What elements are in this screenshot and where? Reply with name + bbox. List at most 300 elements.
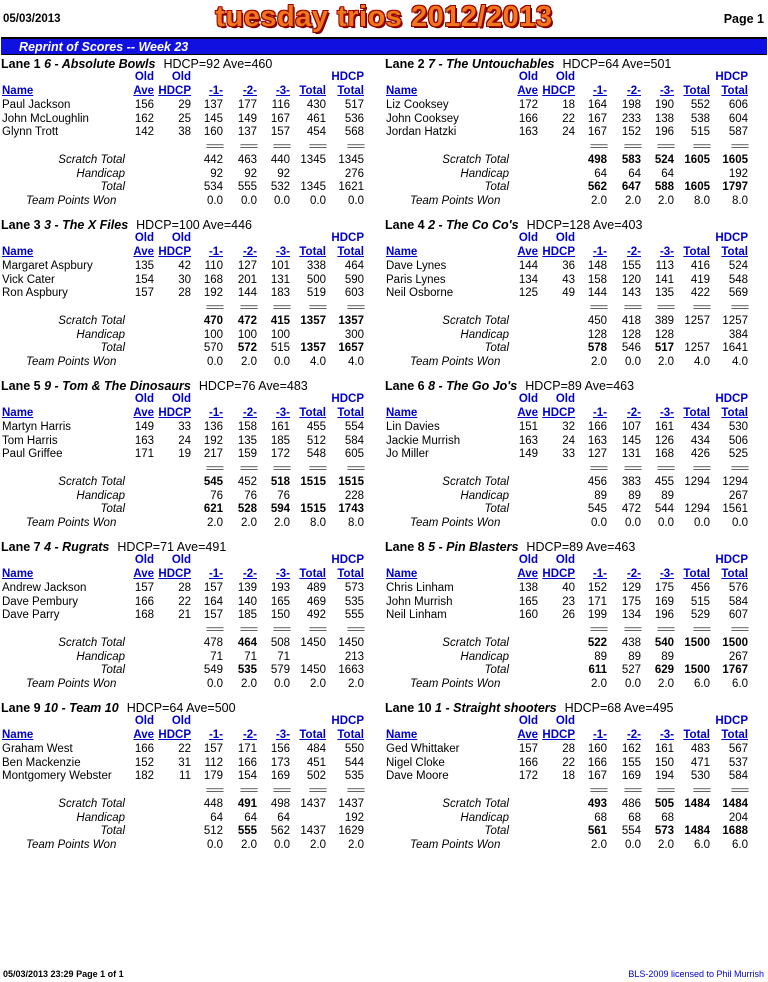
separator: ==== <box>308 141 326 151</box>
player-g2: 149 <box>237 112 257 125</box>
lane-block <box>1 379 379 537</box>
scratch-g3: 389 <box>654 315 674 327</box>
col-name-header: Name <box>386 246 418 258</box>
lane-block <box>385 701 763 859</box>
points-g3: 2.0 <box>658 355 674 368</box>
player-htotal: 554 <box>344 421 364 433</box>
points-g1: 2.0 <box>591 677 607 690</box>
col-htotal-header: Total <box>721 246 748 258</box>
scratch-g1: 450 <box>587 315 607 327</box>
player-name: Andrew Jackson <box>2 582 87 594</box>
col-ave-header: Ave <box>133 729 154 741</box>
player-g2: 169 <box>621 770 641 782</box>
handicap-g2: 128 <box>621 328 641 341</box>
scratch-g2: 583 <box>621 154 641 166</box>
col-g2-header: -2- <box>242 246 257 258</box>
lane-number: Lane 10 <box>385 701 432 715</box>
player-name: Vick Cater <box>2 273 55 286</box>
grand-g3: 532 <box>270 181 290 193</box>
handicap-label: Handicap <box>460 489 509 502</box>
col-ave-header: Ave <box>133 568 154 580</box>
player-htotal: 604 <box>728 112 748 125</box>
handicap-g1: 71 <box>210 650 223 663</box>
scratch-total: 1257 <box>684 315 710 327</box>
grand-label: Total <box>100 825 125 837</box>
separator: ==== <box>346 141 364 151</box>
points-g3: 0.0 <box>274 838 290 851</box>
scratch-htotal: 1515 <box>338 476 364 488</box>
handicap-label: Handicap <box>460 167 509 180</box>
grand-g2: 572 <box>237 342 257 354</box>
handicap-g2: 89 <box>628 489 641 502</box>
report-title: tuesday trios 2012/2013 <box>215 1 553 33</box>
col-hdcp-top: HDCP <box>715 715 748 727</box>
scratch-label: Scratch Total <box>442 315 509 327</box>
points-total: 8.0 <box>694 194 710 207</box>
player-g2: 143 <box>621 287 641 299</box>
handicap-htotal: 228 <box>344 489 364 502</box>
player-ave: 157 <box>134 287 154 299</box>
scratch-g3: 498 <box>270 798 290 810</box>
player-g2: 155 <box>621 756 641 769</box>
player-ave: 144 <box>518 260 538 272</box>
player-hdcp: 26 <box>562 609 575 621</box>
col-g3-header: -3- <box>275 729 290 741</box>
player-htotal: 530 <box>728 421 748 433</box>
col-old-ave: Old <box>518 554 538 566</box>
player-g3: 190 <box>654 99 674 111</box>
player-g3: 126 <box>654 434 674 447</box>
grand-g2: 554 <box>621 825 641 837</box>
player-g1: 217 <box>203 448 223 460</box>
separator: ==== <box>346 302 364 312</box>
player-g3: 135 <box>654 287 674 299</box>
lane-block <box>385 540 763 698</box>
scratch-g2: 452 <box>237 476 257 488</box>
grand-htotal: 1767 <box>722 664 748 676</box>
points-g2: 0.0 <box>625 516 641 529</box>
player-htotal: 506 <box>728 434 748 447</box>
grand-total: 1450 <box>300 664 326 676</box>
handicap-g2: 100 <box>237 328 257 341</box>
player-hdcp: 49 <box>562 287 575 299</box>
col-hdcp-top: HDCP <box>715 71 748 83</box>
col-total-header: Total <box>299 568 326 580</box>
col-old-hdcp: Old <box>171 393 191 405</box>
col-ave-header: Ave <box>517 407 538 419</box>
points-g1: 0.0 <box>207 677 223 690</box>
grand-g2: 555 <box>237 825 257 837</box>
player-name: Nigel Cloke <box>386 756 445 769</box>
handicap-g3: 92 <box>277 167 290 180</box>
grand-g1: 512 <box>203 825 223 837</box>
player-ave: 149 <box>134 421 154 433</box>
player-g1: 136 <box>203 421 223 433</box>
points-label: Team Points Won <box>410 194 501 207</box>
grand-htotal: 1629 <box>338 825 364 837</box>
player-hdcp: 22 <box>178 595 191 608</box>
lane-title <box>385 57 671 71</box>
grand-label: Total <box>484 181 509 193</box>
points-label: Team Points Won <box>410 677 501 690</box>
grand-total: 1257 <box>684 342 710 354</box>
player-htotal: 584 <box>344 434 364 447</box>
col-name-header: Name <box>2 568 34 580</box>
scratch-total: 1345 <box>300 154 326 166</box>
player-g2: 107 <box>621 421 641 433</box>
team-hdcp-ave: HDCP=64 Ave=501 <box>562 57 672 71</box>
points-total: 4.0 <box>310 355 326 368</box>
player-g2: 166 <box>237 756 257 769</box>
player-total: 519 <box>306 287 326 299</box>
separator: ==== <box>623 302 641 312</box>
player-htotal: 607 <box>728 609 748 621</box>
player-name: John Cooksey <box>386 112 459 125</box>
col-g1-header: -1- <box>208 85 223 97</box>
points-g1: 0.0 <box>207 838 223 851</box>
col-g3-header: -3- <box>275 85 290 97</box>
col-total-header: Total <box>683 85 710 97</box>
points-label: Team Points Won <box>410 838 501 851</box>
team-name: 5 - Pin Blasters <box>428 540 519 554</box>
points-total: 6.0 <box>694 677 710 690</box>
scratch-g3: 518 <box>270 476 290 488</box>
points-g3: 2.0 <box>658 194 674 207</box>
player-g2: 134 <box>621 609 641 621</box>
separator: ==== <box>692 302 710 312</box>
grand-g2: 527 <box>621 664 641 676</box>
grand-htotal: 1657 <box>338 342 364 354</box>
separator: ==== <box>239 785 257 795</box>
scratch-htotal: 1437 <box>338 798 364 810</box>
player-hdcp: 22 <box>178 743 191 755</box>
scratch-g3: 415 <box>270 315 290 327</box>
points-total: 0.0 <box>310 194 326 207</box>
col-old-hdcp: Old <box>171 715 191 727</box>
handicap-g1: 89 <box>594 650 607 663</box>
grand-g3: 629 <box>654 664 674 676</box>
team-hdcp-ave: HDCP=100 Ave=446 <box>136 218 252 232</box>
grand-total: 1515 <box>300 503 326 515</box>
player-ave: 152 <box>134 756 154 769</box>
player-htotal: 603 <box>344 287 364 299</box>
col-old-ave: Old <box>134 393 154 405</box>
player-ave: 160 <box>518 609 538 621</box>
player-g2: 139 <box>237 582 257 594</box>
player-g1: 171 <box>587 595 607 608</box>
player-total: 512 <box>306 434 326 447</box>
player-hdcp: 43 <box>562 273 575 286</box>
player-hdcp: 18 <box>562 770 575 782</box>
team-hdcp-ave: HDCP=76 Ave=483 <box>198 379 308 393</box>
team-hdcp-ave: HDCP=71 Ave=491 <box>117 540 227 554</box>
player-g1: 199 <box>587 609 607 621</box>
player-name: Graham West <box>2 743 73 755</box>
lane-title <box>385 540 635 554</box>
player-htotal: 605 <box>344 448 364 460</box>
handicap-g3: 71 <box>277 650 290 663</box>
player-hdcp: 31 <box>178 756 191 769</box>
player-g3: 193 <box>270 582 290 594</box>
handicap-g2: 89 <box>628 650 641 663</box>
separator: ==== <box>589 624 607 634</box>
player-total: 502 <box>306 770 326 782</box>
handicap-g2: 68 <box>628 811 641 824</box>
scratch-htotal: 1605 <box>722 154 748 166</box>
player-g1: 167 <box>587 126 607 138</box>
col-ave-header: Ave <box>133 85 154 97</box>
lane-title <box>385 379 634 393</box>
points-g2: 2.0 <box>241 516 257 529</box>
player-g3: 168 <box>654 448 674 460</box>
player-g3: 167 <box>270 112 290 125</box>
player-g2: 127 <box>237 260 257 272</box>
col-ave-header: Ave <box>517 85 538 97</box>
handicap-label: Handicap <box>460 328 509 341</box>
lane-number: Lane 3 <box>1 218 41 232</box>
player-hdcp: 28 <box>178 287 191 299</box>
scratch-g1: 448 <box>203 798 223 810</box>
scratch-total: 1437 <box>300 798 326 810</box>
col-name-header: Name <box>386 729 418 741</box>
team-name: 6 - Absolute Bowls <box>44 57 156 71</box>
grand-g3: 517 <box>654 342 674 354</box>
separator: ==== <box>692 624 710 634</box>
player-g1: 160 <box>203 126 223 138</box>
player-total: 484 <box>306 743 326 755</box>
scratch-label: Scratch Total <box>58 637 125 649</box>
col-old-hdcp: Old <box>555 554 575 566</box>
scratch-total: 1500 <box>684 637 710 649</box>
handicap-label: Handicap <box>460 650 509 663</box>
col-g3-header: -3- <box>275 568 290 580</box>
player-total: 426 <box>690 448 710 460</box>
player-name: Montgomery Webster <box>2 770 112 782</box>
player-g2: 155 <box>621 260 641 272</box>
player-g3: 113 <box>655 260 674 272</box>
scratch-g1: 493 <box>587 798 607 810</box>
grand-htotal: 1688 <box>722 825 748 837</box>
col-g2-header: -2- <box>626 729 641 741</box>
player-name: Jackie Murrish <box>386 434 461 447</box>
scratch-label: Scratch Total <box>442 154 509 166</box>
separator: ==== <box>346 785 364 795</box>
player-htotal: 537 <box>728 756 748 769</box>
col-g2-header: -2- <box>242 407 257 419</box>
player-name: Dave Parry <box>2 609 60 621</box>
player-g1: 157 <box>203 743 223 755</box>
separator: ==== <box>730 463 748 473</box>
col-g1-header: -1- <box>592 729 607 741</box>
player-name: John McLoughlin <box>2 112 89 125</box>
scratch-g1: 498 <box>587 154 607 166</box>
col-g1-header: -1- <box>592 85 607 97</box>
team-name: 10 - Team 10 <box>44 701 119 715</box>
player-g1: 112 <box>204 756 223 769</box>
player-name: Margaret Aspbury <box>2 260 93 272</box>
col-htotal-header: Total <box>337 246 364 258</box>
handicap-htotal: 192 <box>728 167 748 180</box>
scratch-g2: 472 <box>237 315 257 327</box>
player-g3: 161 <box>270 421 290 433</box>
handicap-g1: 68 <box>594 811 607 824</box>
col-g3-header: -3- <box>659 246 674 258</box>
col-name-header: Name <box>2 246 34 258</box>
player-g2: 201 <box>237 273 257 286</box>
player-htotal: 587 <box>728 126 748 138</box>
separator: ==== <box>308 624 326 634</box>
player-htotal: 517 <box>344 99 364 111</box>
col-name-header: Name <box>2 407 34 419</box>
player-g3: 156 <box>270 743 290 755</box>
player-htotal: 536 <box>344 112 364 125</box>
separator: ==== <box>308 302 326 312</box>
col-total-header: Total <box>299 85 326 97</box>
col-hdcp-top: HDCP <box>331 554 364 566</box>
player-ave: 135 <box>134 260 154 272</box>
page-number: Page 1 <box>723 12 764 26</box>
subtitle-text: Reprint of Scores -- Week 23 <box>19 40 189 54</box>
player-total: 416 <box>690 260 710 272</box>
player-g3: 101 <box>270 260 290 272</box>
col-hdcp-header: HDCP <box>158 246 191 258</box>
col-hdcp-top: HDCP <box>331 232 364 244</box>
scratch-htotal: 1450 <box>338 637 364 649</box>
col-g1-header: -1- <box>592 246 607 258</box>
player-g3: 161 <box>654 743 674 755</box>
lane-number: Lane 5 <box>1 379 41 393</box>
player-hdcp: 11 <box>179 770 191 782</box>
report-date: 05/03/2013 <box>3 13 61 25</box>
player-g3: 157 <box>270 126 290 138</box>
col-hdcp-header: HDCP <box>542 246 575 258</box>
separator: ==== <box>730 785 748 795</box>
player-ave: 125 <box>518 287 538 299</box>
points-g2: 0.0 <box>625 677 641 690</box>
player-hdcp: 21 <box>178 609 191 621</box>
col-name-header: Name <box>386 568 418 580</box>
grand-g3: 573 <box>654 825 674 837</box>
col-htotal-header: Total <box>721 568 748 580</box>
grand-label: Total <box>484 342 509 354</box>
points-g2: 2.0 <box>625 194 641 207</box>
col-hdcp-top: HDCP <box>715 232 748 244</box>
team-hdcp-ave: HDCP=92 Ave=460 <box>163 57 273 71</box>
handicap-htotal: 267 <box>728 489 748 502</box>
player-total: 500 <box>306 273 326 286</box>
player-hdcp: 29 <box>178 99 191 111</box>
player-name: Glynn Trott <box>2 126 59 138</box>
player-hdcp: 28 <box>178 582 191 594</box>
player-hdcp: 22 <box>562 756 575 769</box>
player-ave: 172 <box>518 99 538 111</box>
lane-title <box>1 540 226 554</box>
grand-total: 1605 <box>684 181 710 193</box>
player-hdcp: 24 <box>562 126 575 138</box>
player-name: Ged Whittaker <box>386 743 460 755</box>
player-htotal: 590 <box>344 273 364 286</box>
scratch-g3: 524 <box>654 154 674 166</box>
points-htotal: 2.0 <box>348 838 364 851</box>
scratch-htotal: 1357 <box>338 315 364 327</box>
points-g1: 2.0 <box>591 355 607 368</box>
lane-title <box>1 57 272 71</box>
scratch-htotal: 1484 <box>722 798 748 810</box>
player-name: Dave Pembury <box>2 595 79 608</box>
grand-g3: 594 <box>270 503 290 515</box>
player-g3: 150 <box>654 756 674 769</box>
col-hdcp-header: HDCP <box>158 568 191 580</box>
col-htotal-header: Total <box>337 568 364 580</box>
handicap-g2: 92 <box>244 167 257 180</box>
col-old-ave: Old <box>518 232 538 244</box>
footer-timestamp: 05/03/2013 23:29 Page 1 of 1 <box>3 969 124 979</box>
player-total: 455 <box>306 421 326 433</box>
handicap-htotal: 204 <box>728 811 748 824</box>
player-g1: 157 <box>203 609 223 621</box>
col-g1-header: -1- <box>592 407 607 419</box>
points-htotal: 6.0 <box>732 677 748 690</box>
handicap-g3: 76 <box>277 489 290 502</box>
col-g1-header: -1- <box>592 568 607 580</box>
player-g1: 192 <box>203 434 223 447</box>
player-g3: 173 <box>270 756 290 769</box>
team-name: 7 - The Untouchables <box>428 57 555 71</box>
col-name-header: Name <box>2 85 34 97</box>
player-name: Jo Miller <box>386 448 429 460</box>
col-g3-header: -3- <box>659 729 674 741</box>
player-hdcp: 38 <box>178 126 191 138</box>
col-old-ave: Old <box>518 393 538 405</box>
points-label: Team Points Won <box>26 194 117 207</box>
team-hdcp-ave: HDCP=64 Ave=500 <box>126 701 236 715</box>
separator: ==== <box>205 302 223 312</box>
grand-g1: 578 <box>587 342 607 354</box>
points-label: Team Points Won <box>26 677 117 690</box>
scratch-g1: 442 <box>203 154 223 166</box>
player-total: 430 <box>306 99 326 111</box>
points-g3: 2.0 <box>274 516 290 529</box>
col-old-ave: Old <box>134 554 154 566</box>
separator: ==== <box>623 463 641 473</box>
player-g3: 175 <box>654 582 674 594</box>
team-name: 3 - The X Files <box>44 218 129 232</box>
scratch-htotal: 1257 <box>722 315 748 327</box>
points-g3: 0.0 <box>274 355 290 368</box>
player-htotal: 555 <box>344 609 364 621</box>
player-ave: 166 <box>134 743 154 755</box>
handicap-g1: 92 <box>210 167 223 180</box>
grand-g3: 544 <box>654 503 674 515</box>
scratch-g3: 505 <box>654 798 674 810</box>
player-total: 338 <box>306 260 326 272</box>
handicap-g3: 89 <box>661 489 674 502</box>
points-total: 0.0 <box>694 516 710 529</box>
player-name: Dave Lynes <box>386 260 447 272</box>
col-name-header: Name <box>386 85 418 97</box>
lane-title <box>385 218 642 232</box>
player-name: Lin Davies <box>386 421 440 433</box>
player-hdcp: 42 <box>178 260 191 272</box>
player-htotal: 584 <box>728 595 748 608</box>
handicap-label: Handicap <box>76 167 125 180</box>
handicap-g2: 64 <box>628 167 641 180</box>
player-g2: 198 <box>621 99 641 111</box>
grand-g1: 621 <box>203 503 223 515</box>
scratch-g2: 464 <box>237 637 257 649</box>
points-htotal: 4.0 <box>348 355 364 368</box>
player-g1: 179 <box>203 770 223 782</box>
